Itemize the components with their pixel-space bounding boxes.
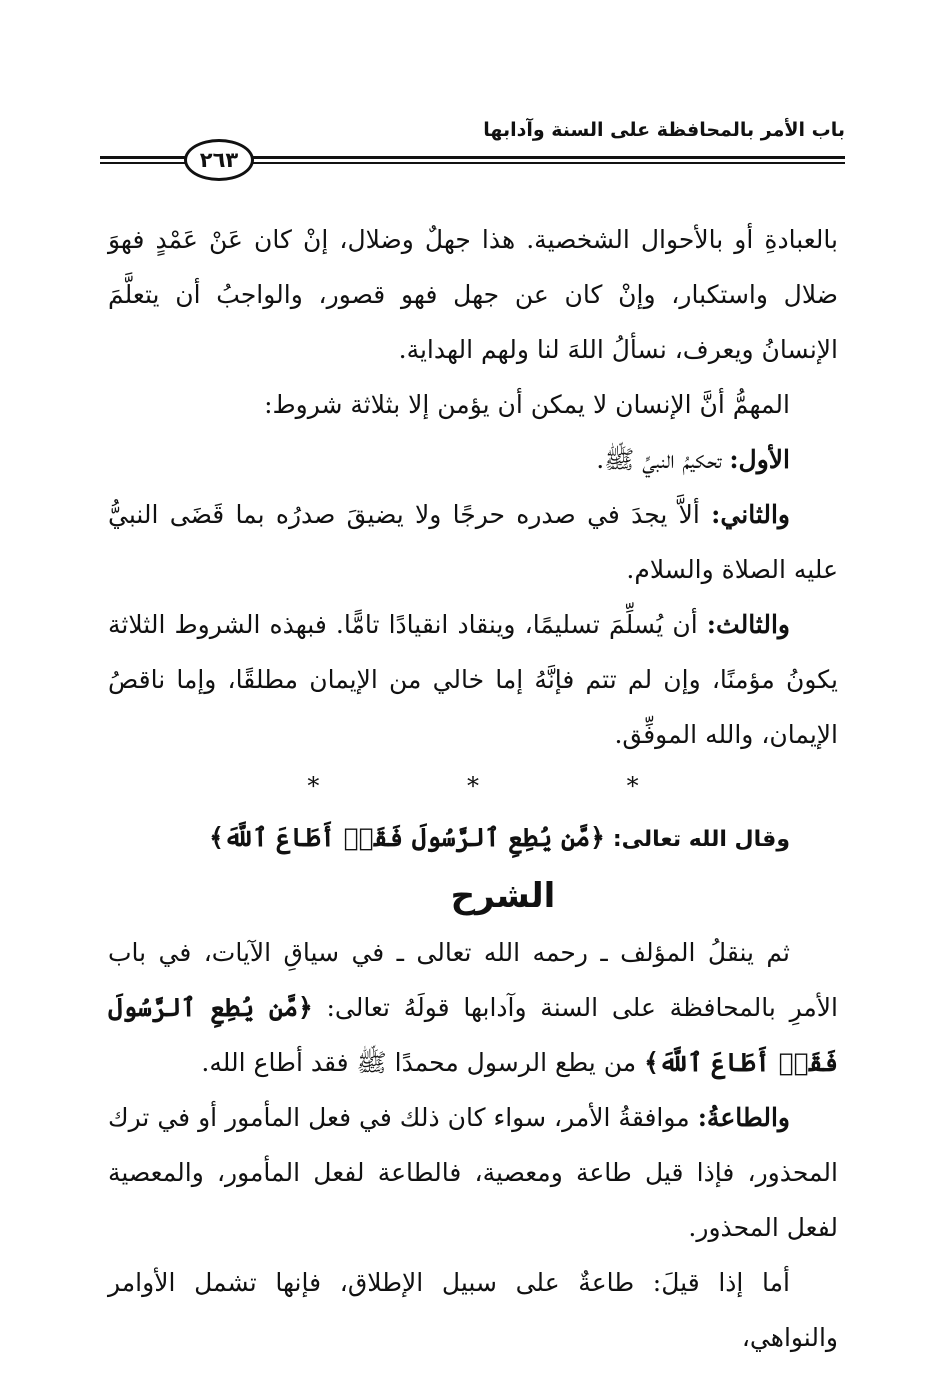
page-number: ٢٦٣ [184,139,254,181]
condition-second-label: والثاني: [711,500,790,529]
quote-ayah: ﴿مَّن يُطِعِ ٱلرَّسُولَ فَقَدۡ أَطَاعَ ٱللَّهَ﴾ [209,823,605,852]
paragraph-2: المهمُّ أنَّ الإنسان لا يمكن أن يؤمن إلا بثلاثة شروط: [264,390,790,419]
paragraph-8: أما إذا قيلَ: طاعةٌ على سبيل الإطلاق، فإنها تشمل الأوامر والنواهي، [108,1268,838,1352]
paragraph-6 [108,925,838,1090]
condition-third-text: أن يُسلِّمَ تسليمًا، وينقاد انقيادًا تامًّا. فبهذه الشروط الثلاثة يكونُ مؤمنًا، وإن لم تتم فإنَّهُ إما خالي من الإيمان مطلقًا، وإما ناقصُ الإيمان، والله الموفِّق. [108,610,838,749]
condition-first-text: تحكيمُ النبيِّ ﷺ. [596,445,722,474]
paragraph-5 [108,597,838,762]
condition-third-label: والثالث: [706,610,790,639]
quote-intro: وقال الله تعالى: [612,827,790,852]
paragraph-3 [108,432,838,487]
paragraph-6-ayah: ﴿مَّن يُطِعِ ٱلرَّسُولَ فَقَدۡ أَطَاعَ ٱللَّهَ﴾ [108,993,838,1077]
chapter-title: باب الأمر بالمحافظة على السنة وآدابها [483,119,845,141]
paragraph-6-end: من يطع الرسول محمدًا ﷺ فقد أطاع الله. [201,1048,637,1077]
obedience-text: موافقةُ الأمر، سواء كان ذلك في فعل المأمور أو في ترك المحذور، فإذا قيل طاعة ومعصية، فالطاعة لفعل المأمور، والمعصية لفعل المحذور. [108,1103,838,1242]
section-divider-stars: * * * [307,772,709,800]
paragraph-4 [108,487,838,597]
running-header [100,115,845,175]
obedience-label: والطاعةُ: [697,1103,790,1132]
condition-second-text: ألاَّ يجدَ في صدره حرجًا ولا يضيقَ صدرُه بما قَضَى النبيُّ عليه الصلاة والسلام. [108,500,838,584]
paragraph-7 [108,1090,838,1255]
quran-quote [108,810,838,867]
paragraph-6-text: ثم ينقلُ المؤلف ـ رحمه الله تعالى ـ في سياقِ الآيات، في باب الأمرِ بالمحافظة على السنة وآدابها قولَهُ تعالى: [108,938,838,1022]
body-text [108,212,838,1365]
section-title: الشرح [450,876,556,916]
condition-first-label: الأول: [729,445,790,474]
paragraph-1: بالعبادةِ أو بالأحوال الشخصية. هذا جهلٌ وضلال، إنْ كان عَنْ عَمْدٍ فهوَ ضلال واستكبار، وإنْ كان عن جهل فهو قصور، والواجبُ أن يتعلَّمَ الإنسانُ ويعرف، نسألُ اللهَ لنا ولهم الهداية. [108,225,838,364]
